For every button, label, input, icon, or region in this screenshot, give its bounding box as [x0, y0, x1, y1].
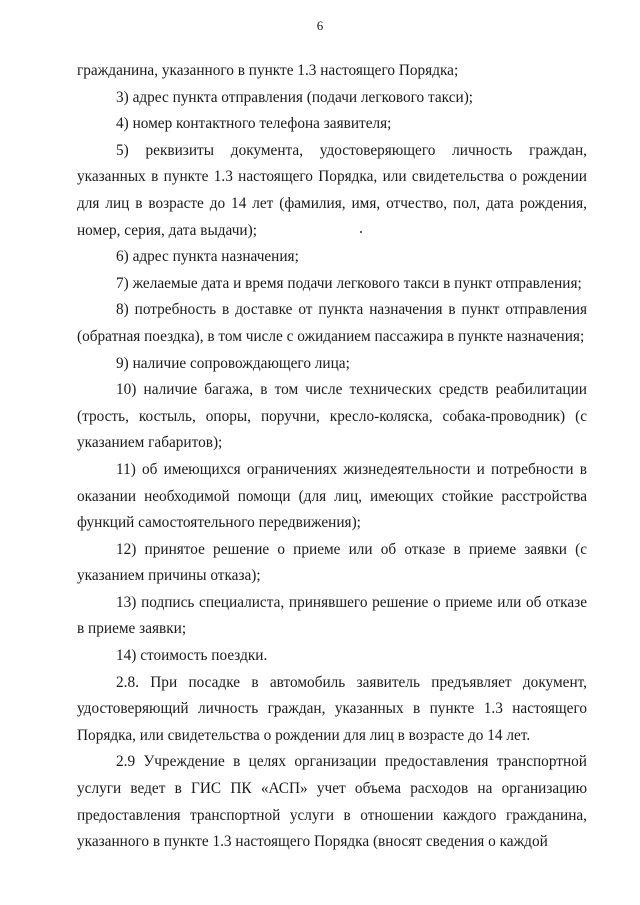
list-item-5: 5) реквизиты документа, удостоверяющего личность граждан, указанных в пункте 1.3 настоящего Порядка, или свидетельства о рождении для лиц в возрасте до 14 лет (фамилия, имя, отчество, пол, дата рождения, номер, серия, дата выдачи); [77, 141, 587, 239]
list-item-4: 4) номер контактного телефона заявителя; [116, 115, 392, 133]
list-item-13: 13) подпись специалиста, принявшего решение о приеме или об отказе в приеме заявки; [77, 593, 587, 638]
list-item-3: 3) адрес пункта отправления (подачи легкового такси); [116, 88, 474, 106]
list-item-11: 11) об имеющихся ограничениях жизнедеятельности и потребности в оказании необходимой помощи (для лиц, имеющих стойкие расстройства функций самостоятельного передвижения); [77, 460, 587, 532]
page-number: 6 [316, 18, 324, 33]
document-body [77, 58, 587, 856]
list-item-6: 6) адрес пункта назначения; [116, 248, 299, 266]
paragraph-continuation: гражданина, указанного в пункте 1.3 настоящего Порядка; [77, 62, 459, 79]
list-item-9: 9) наличие сопровождающего лица; [116, 354, 350, 372]
clause-2-8: 2.8. При посадке в автомобиль заявитель предъявляет документ, удостоверяющий личность граждан, указанных в пункте 1.3 настоящего Порядка, или свидетельства о рождении для лиц в возрасте до 14 лет. [77, 673, 587, 744]
list-item-7: 7) желаемые дата и время подачи легкового такси в пункт отправления; [116, 274, 582, 292]
list-item-12: 12) принятое решение о приеме или об отказе в приеме заявки (с указанием причины отказа); [77, 540, 587, 585]
list-item-10: 10) наличие багажа, в том числе технических средств реабилитации (трость, костыль, опоры, поручни, кресло-коляска, собака-проводник) (с указанием габаритов); [77, 381, 587, 452]
list-item-14: 14) стоимость поездки. [116, 647, 268, 665]
list-item-8: 8) потребность в доставке от пункта назначения в пункт отправления (обратная поездка), в том числе с ожиданием пассажира в пункте назначения; [77, 301, 587, 345]
clause-2-9: 2.9 Учреждение в целях организации предоставления транспортной услуги ведет в ГИС ПК «АСП» учет объема расходов на организацию предоставления транспортной услуги в отношении каждого гражданина, указанного в пункте 1.3 настоящего Порядка (вносят сведения о каждой [77, 753, 587, 851]
